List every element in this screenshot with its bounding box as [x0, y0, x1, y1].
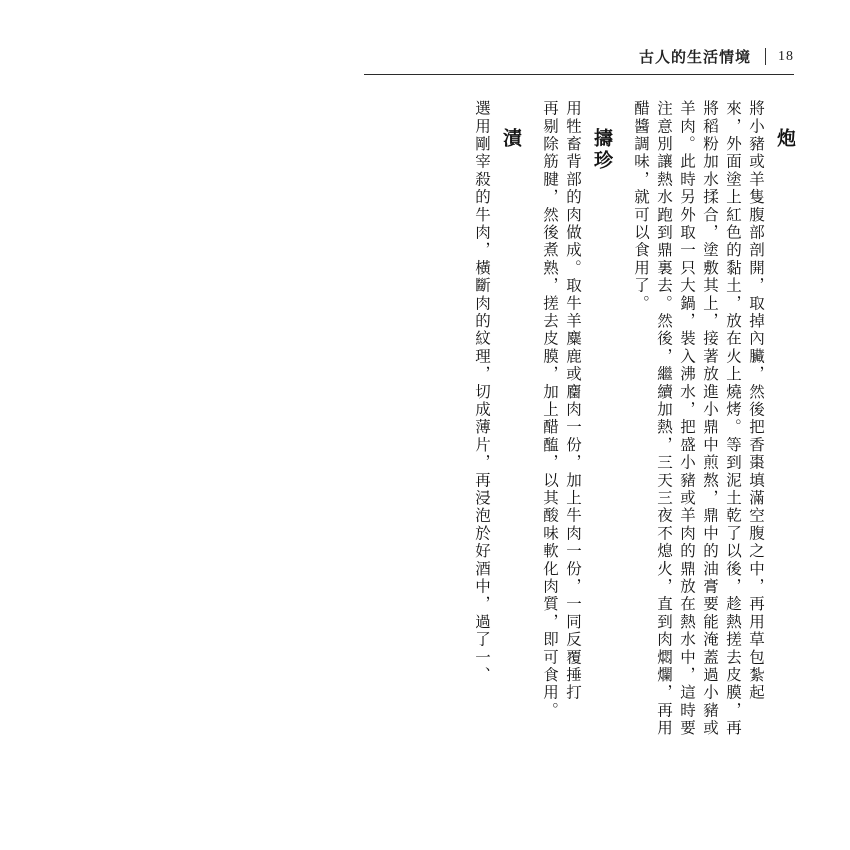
text-column: 來，外面塗上紅色的黏土，放在火上燒烤。等到泥土乾了以後，趁熱搓去皮膜，再 [724, 100, 741, 738]
section-heading-daozhen: 擣珍 [591, 128, 612, 172]
text-column: 用牲畜背部的肉做成。取牛羊麋鹿或麕肉一份，加上牛肉一份，一同反覆捶打 [564, 100, 581, 702]
page-number: 18 [778, 48, 794, 64]
text-column: 將小豬或羊隻腹部剖開，取掉內臟，然後把香棗填滿空腹之中，再用草包紮起 [747, 100, 764, 702]
header-rule [364, 74, 794, 75]
text-column: 注意別讓熱水跑到鼎裏去。然後，繼續加熱，三天三夜不熄火，直到肉燜爛，再用 [655, 100, 672, 738]
text-column: 醋醬調味，就可以食用了。 [632, 100, 649, 313]
text-column: 選用剛宰殺的牛肉，橫斷肉的紋理，切成薄片，再浸泡於好酒中，過了一、 [473, 100, 490, 685]
vertical-text-body [56, 100, 794, 800]
section-heading-zi: 漬 [500, 128, 521, 150]
page-header [639, 46, 794, 67]
header-separator [765, 48, 766, 65]
section-heading-pao: 炮 [774, 128, 795, 150]
header-title: 古人的生活情境 [638, 50, 751, 66]
text-column: 將稻粉加水揉合，塗敷其上，接著放進小鼎中煎熬，鼎中的油膏要能淹蓋過小豬或 [701, 100, 718, 738]
text-column: 羊肉。此時另外取一只大鍋，裝入沸水，把盛小豬或羊肉的鼎放在熱水中，這時要 [678, 100, 695, 738]
text-column: 再剔除筋腱，然後煮熟，搓去皮膜，加上醋醢，以其酸味軟化肉質，即可食用。 [541, 100, 558, 720]
